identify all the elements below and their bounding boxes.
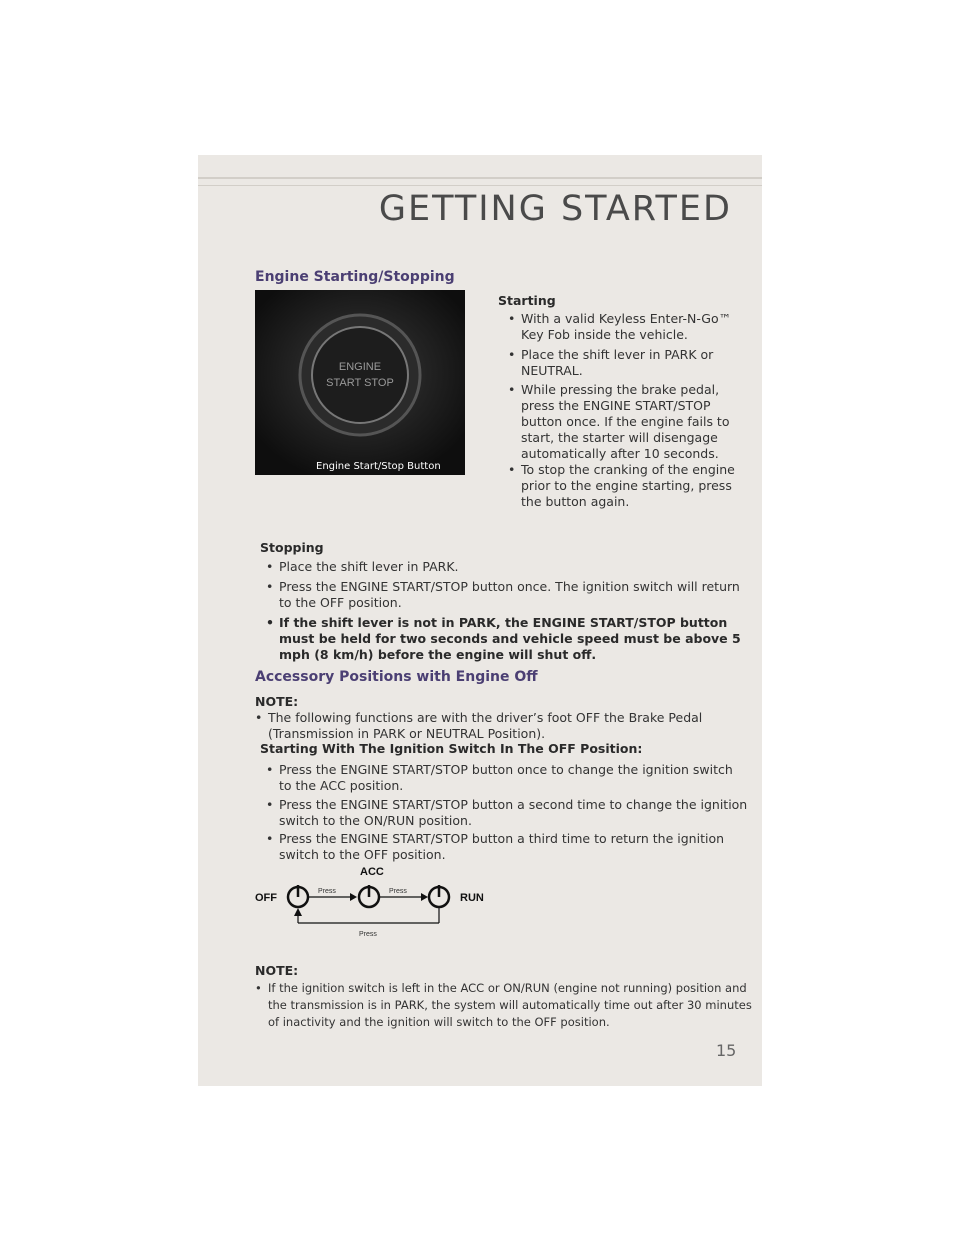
ignition-position-diagram	[248, 863, 508, 952]
bullet-marker: •	[266, 797, 274, 812]
section-heading-accessory: Accessory Positions with Engine Off	[255, 669, 538, 685]
note-bullet: • The following functions are with the driver’s foot OFF the Brake Pedal (Transmission in PARK or NEUTRAL Position).	[255, 710, 703, 741]
bullet-marker: •	[508, 347, 516, 362]
stopping-title: Stopping	[260, 540, 324, 555]
power-icon-acc	[359, 885, 379, 907]
bullet-marker: •	[266, 762, 274, 777]
ignition-off-subtitle: Starting With The Ignition Switch In The OFF Position:	[260, 741, 643, 756]
bullet-marker: •	[266, 615, 274, 630]
accessory-bullet-2: • Press the ENGINE START/STOP button a second time to change the ignition switch to the ON/RUN position.	[266, 797, 748, 828]
starting-bullet-1: • With a valid Keyless Enter-N-Go™ Key Fob inside the vehicle.	[508, 311, 732, 342]
accessory-bullet-3: • Press the ENGINE START/STOP button a third time to return the ignition switch to the OFF position.	[266, 831, 725, 862]
press-label-1: Press	[318, 888, 336, 895]
starting-bullet-3: • While pressing the brake pedal, press the ENGINE START/STOP button once. If the engine fails to start, the starter will disengage automatically after 10 seconds.	[508, 382, 730, 461]
stopping-bullet-1: • Place the shift lever in PARK.	[266, 559, 459, 574]
starting-bullet-2: • Place the shift lever in PARK or NEUTRAL.	[508, 347, 714, 378]
note2-bullet: • If the ignition switch is left in the ACC or ON/RUN (engine not running) position and the transmission is in PARK, the system will automatically time out after 30 minutes of inactivity and the ignition will switch to the OFF position.	[255, 981, 752, 1029]
header-rule	[198, 177, 762, 179]
off-label: OFF	[255, 892, 277, 904]
bullet-marker: •	[508, 462, 516, 477]
press-label-3: Press	[359, 931, 377, 938]
svg-text:ENGINE: ENGINE	[338, 361, 382, 373]
bullet-marker: •	[266, 831, 274, 846]
starting-bullet-4: • To stop the cranking of the engine prior to the engine starting, press the button again.	[508, 462, 735, 509]
power-icon-run	[429, 885, 449, 907]
power-icon-off	[288, 885, 308, 907]
press-label-2: Press	[389, 888, 407, 895]
bullet-marker: •	[508, 382, 516, 397]
photo-caption: Engine Start/Stop Button	[316, 461, 441, 472]
manual-page	[198, 155, 762, 1086]
bullet-marker: •	[255, 710, 263, 725]
page-number: 15	[716, 1041, 737, 1060]
note-label: NOTE:	[255, 694, 299, 709]
section-heading-engine: Engine Starting/Stopping	[255, 269, 455, 285]
bullet-marker: •	[266, 559, 274, 574]
page-title: GETTING STARTED	[378, 189, 732, 229]
starting-title: Starting	[498, 293, 556, 308]
header-rule-thin	[198, 185, 762, 186]
stopping-bullet-3: • If the shift lever is not in PARK, the ENGINE START/STOP button must be held for two seconds and vehicle speed must be above 5 mph (8 km/h) before the engine will shut off.	[266, 615, 741, 662]
bullet-marker: •	[255, 981, 262, 995]
bullet-marker: •	[266, 579, 274, 594]
bullet-marker: •	[508, 311, 516, 326]
svg-text:START STOP: START STOP	[326, 377, 394, 389]
acc-label: ACC	[360, 866, 384, 878]
run-label: RUN	[460, 892, 484, 904]
stopping-bullet-2: • Press the ENGINE START/STOP button once. The ignition switch will return to the OFF position.	[266, 579, 740, 610]
engine-start-button-photo	[255, 290, 465, 475]
note2-label: NOTE:	[255, 963, 299, 978]
accessory-bullet-1: • Press the ENGINE START/STOP button once to change the ignition switch to the ACC position.	[266, 762, 733, 793]
